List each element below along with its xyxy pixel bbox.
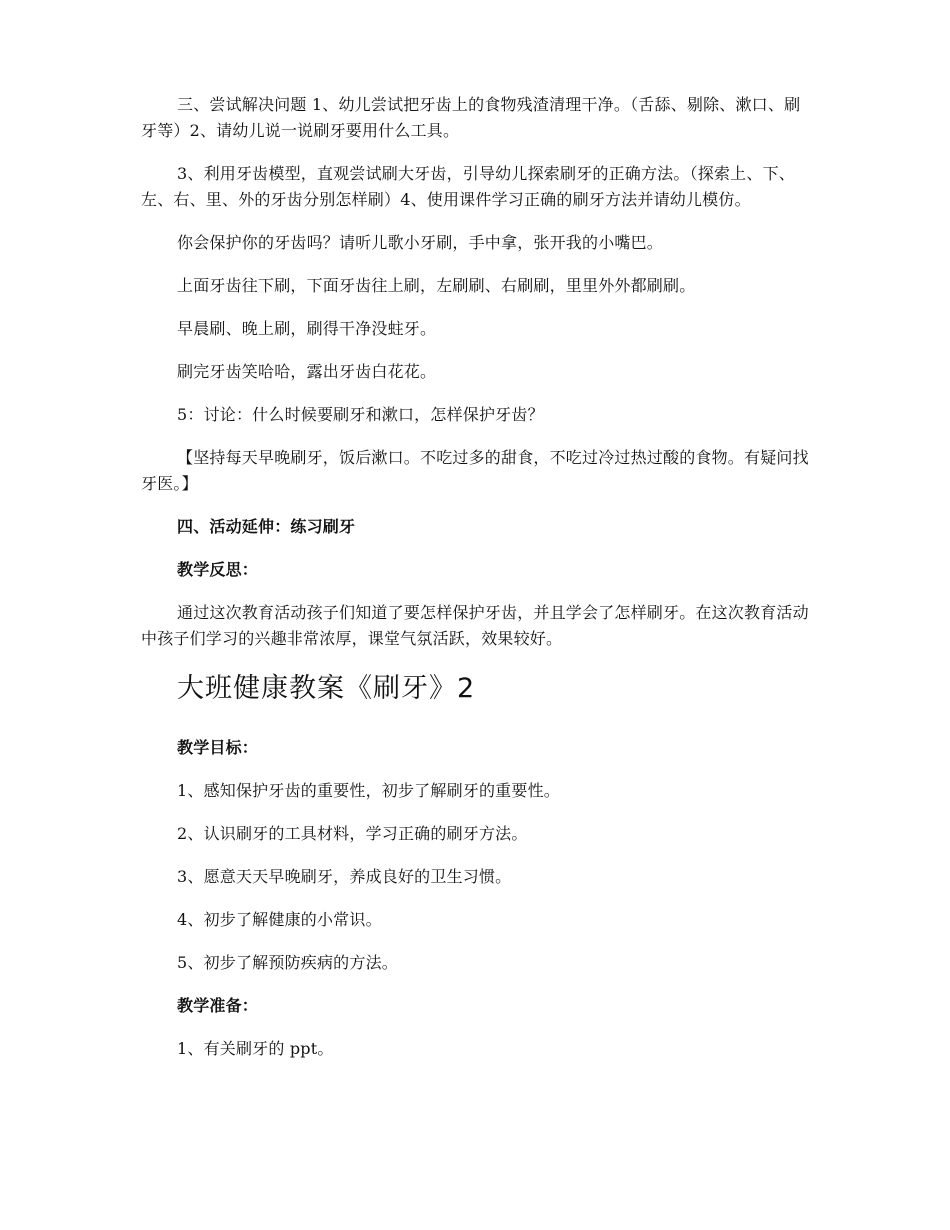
list-item: 1、有关刷牙的 ppt。 [177, 1039, 334, 1058]
paragraph-conclusion: 【坚持每天早晚刷牙，饭后漱口。不吃过多的甜食，不吃过冷过热过酸的食物。有疑问找牙医。】 [141, 448, 809, 493]
prep-heading: 教学准备： [177, 996, 259, 1015]
section-title: 大班健康教案《刷牙》2 [177, 673, 476, 704]
paragraph-problem-solving: 三、尝试解决问题 1、幼儿尝试把牙齿上的食物残渣清理干净。（舌舔、剔除、漱口、刷牙等）2、请幼儿说一说刷牙要用什么工具。 [141, 95, 801, 140]
list-item: 3、愿意天天早晚刷牙，养成良好的卫生习惯。 [177, 867, 512, 886]
reflection-text: 通过这次教育活动孩子们知道了要怎样保护牙齿，并且学会了怎样刷牙。在这次教育活动中孩子们学习的兴趣非常浓厚，课堂气氛活跃，效果较好。 [141, 603, 809, 648]
paragraph-song-line-1: 你会保护你的牙齿吗？请听儿歌小牙刷，手中拿，张开我的小嘴巴。 [177, 233, 664, 252]
goals-list [141, 778, 811, 976]
reflection-heading: 教学反思： [177, 560, 259, 579]
list-item: 5、初步了解预防疾病的方法。 [177, 953, 398, 972]
extension-heading: 四、活动延伸：练习刷牙 [177, 517, 356, 536]
list-item: 4、初步了解健康的小常识。 [177, 910, 382, 929]
paragraph-discussion: 5：讨论：什么时候要刷牙和漱口，怎样保护牙齿？ [177, 405, 544, 424]
paragraph-song-line-2: 上面牙齿往下刷，下面牙齿往上刷，左刷刷、右刷刷，里里外外都刷刷。 [177, 276, 696, 295]
paragraph-song-line-3: 早晨刷、晚上刷，刷得干净没蛀牙。 [177, 319, 437, 338]
paragraph-song-line-4: 刷完牙齿笑哈哈，露出牙齿白花花。 [177, 362, 437, 381]
goals-heading: 教学目标： [177, 738, 259, 757]
document-page [141, 92, 811, 1079]
list-item: 2、认识刷牙的工具材料，学习正确的刷牙方法。 [177, 824, 528, 843]
prep-list [141, 1036, 811, 1062]
paragraph-teeth-model: 3、利用牙齿模型，直观尝试刷大牙齿，引导幼儿探索刷牙的正确方法。（探索上、下、左、右、里、外的牙齿分别怎样刷）4、使用课件学习正确的刷牙方法并请幼儿模仿。 [141, 164, 795, 209]
list-item: 1、感知保护牙齿的重要性，初步了解刷牙的重要性。 [177, 781, 560, 800]
